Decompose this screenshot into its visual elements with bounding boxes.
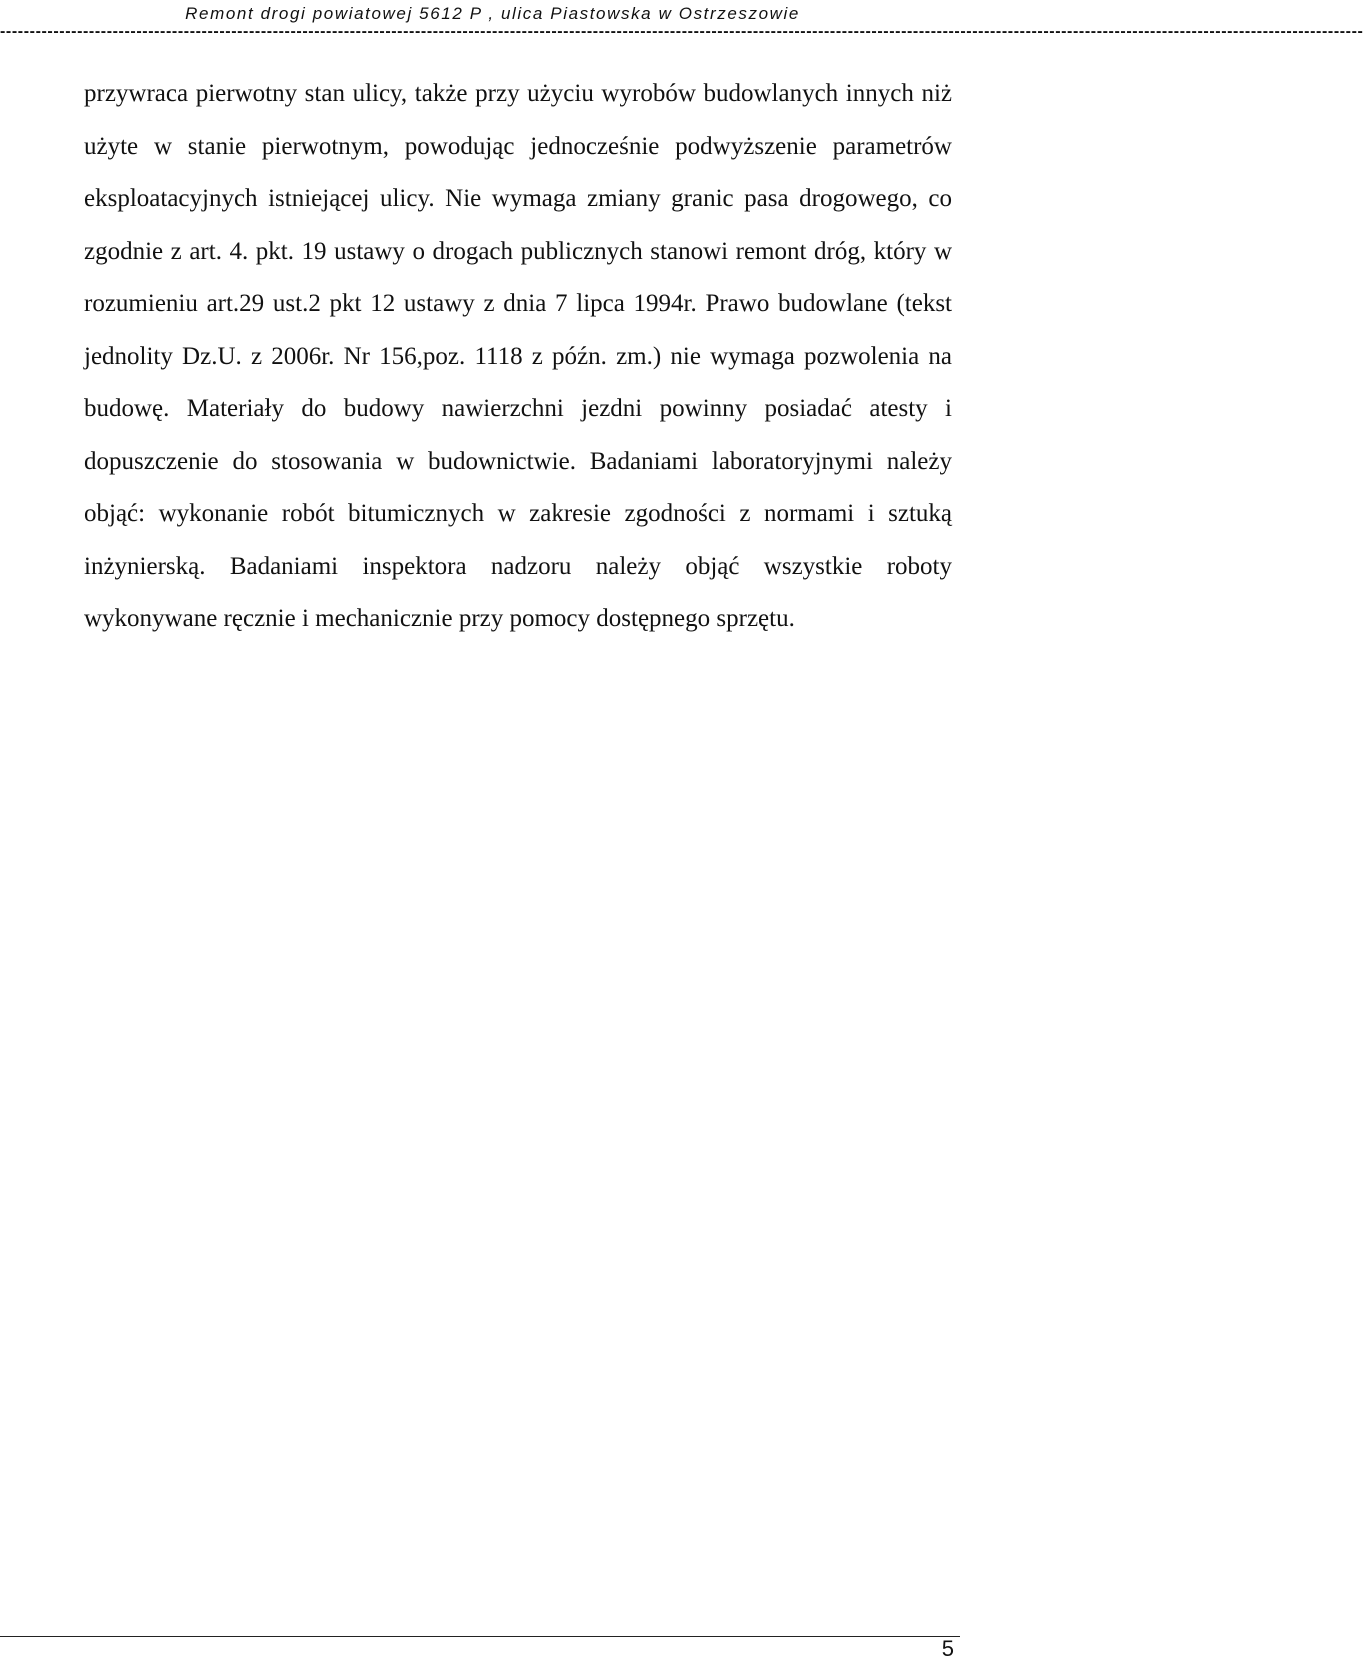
page-number: 5 (941, 1636, 954, 1661)
footer-rule (0, 1636, 960, 1637)
header-dashed-rule: -------------------------------------------------------------------------------------------------------------------------------------------------------------------------------------------------------------------------------------- (0, 23, 1363, 40)
body-paragraph: przywraca pierwotny stan ulicy, także przy użyciu wyrobów budowlanych innych niż użyte w stanie pierwotnym, powodując jednocześnie podwyższenie parametrów eksploatacyjnych istniejącej ulicy. Nie wymaga zmiany granic pasa drogowego, co zgodnie z art. 4. pkt. 19 ustawy o drogach publicznych stanowi remont dróg, który w rozumieniu art.29 ust.2 pkt 12 ustawy z dnia 7 lipca 1994r. Prawo budowlane (tekst jednolity Dz.U. z 2006r. Nr 156,poz. 1118 z późn. zm.) nie wymaga pozwolenia na budowę. Materiały do budowy nawierzchni jezdni powinny posiadać atesty i dopuszczenie do stosowania w budownictwie. Badaniami laboratoryjnymi należy objąć: wykonanie robót bitumicznych w zakresie zgodności z normami i sztuką inżynierską. Badaniami inspektora nadzoru należy objąć wszystkie roboty wykonywane ręcznie i mechanicznie przy pomocy dostępnego sprzętu. (84, 80, 952, 632)
page-header-title: Remont drogi powiatowej 5612 P , ulica Piastowska w Ostrzeszowie (185, 4, 800, 23)
